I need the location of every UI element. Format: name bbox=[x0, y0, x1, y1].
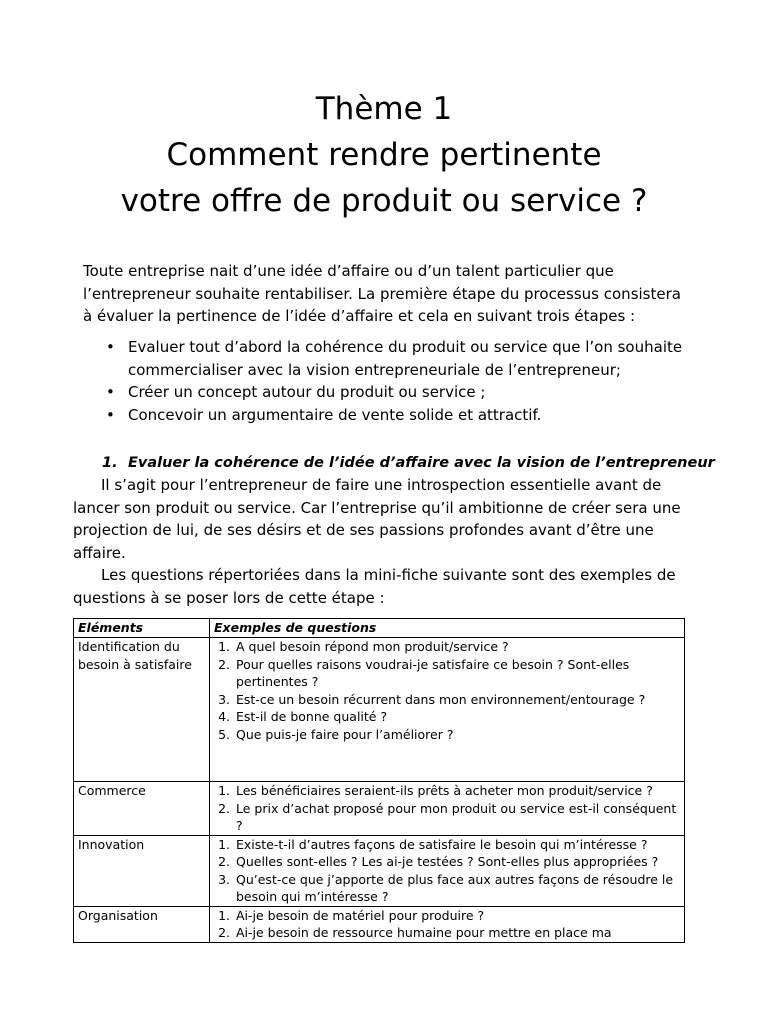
section-paragraph-2: Les questions répertoriées dans la mini-fiche suivante sont des exemples de questions à se poser lors de cette étape : bbox=[73, 566, 676, 607]
question-item: 2. Quelles sont-elles ? Les ai-je testées ? Sont-elles plus appropriées ? bbox=[234, 853, 680, 871]
question-item: 1. A quel besoin répond mon produit/service ? bbox=[234, 638, 680, 656]
question-item: 5. Que puis-je faire pour l’améliorer ? bbox=[234, 726, 680, 744]
table-cell-questions bbox=[210, 906, 685, 942]
section-number: 1. bbox=[102, 455, 118, 471]
document-title bbox=[0, 86, 768, 224]
section-body bbox=[73, 474, 693, 609]
question-item: 1. Ai-je besoin de matériel pour produire ? bbox=[234, 907, 680, 925]
table-cell-element: Commerce bbox=[74, 782, 210, 836]
question-item: 1. Les bénéficiaires seraient-ils prêts à acheter mon produit/service ? bbox=[234, 782, 680, 800]
bullet-icon: • bbox=[106, 383, 115, 401]
section-heading bbox=[102, 452, 715, 474]
table-cell-questions bbox=[210, 782, 685, 836]
table-cell-element: Identification du besoin à satisfaire bbox=[74, 638, 210, 782]
intro-block bbox=[83, 260, 693, 328]
bullet-item: • Créer un concept autour du produit ou service ; bbox=[106, 381, 696, 404]
question-item: 4. Est-il de bonne qualité ? bbox=[234, 708, 680, 726]
table-row bbox=[74, 638, 685, 782]
steps-bullet-list bbox=[106, 336, 696, 426]
question-item: 3. Est-ce un besoin récurrent dans mon environnement/entourage ? bbox=[234, 691, 680, 709]
table-row bbox=[74, 782, 685, 836]
table-cell-questions bbox=[210, 638, 685, 782]
question-item: 2. Pour quelles raisons voudrai-je satisfaire ce besoin ? Sont-elles pertinentes ? bbox=[234, 656, 680, 691]
intro-paragraph: Toute entreprise nait d’une idée d’affaire ou d’un talent particulier que l’entrepreneur souhaite rentabiliser. La première étape du processus consistera à évaluer la pertinence de l’idée d’affaire et cela en suivant trois étapes : bbox=[83, 262, 681, 325]
bullet-icon: • bbox=[106, 338, 115, 356]
title-line-1: Thème 1 bbox=[315, 91, 453, 127]
bullet-icon: • bbox=[106, 405, 115, 424]
table-header-questions: Exemples de questions bbox=[210, 619, 685, 638]
question-item: 2. Ai-je besoin de ressource humaine pour mettre en place ma bbox=[234, 924, 680, 942]
title-line-3: votre offre de produit ou service ? bbox=[120, 183, 648, 219]
title-line-2: Comment rendre pertinente bbox=[166, 137, 602, 173]
questions-table bbox=[73, 618, 685, 943]
table-cell-questions bbox=[210, 835, 685, 906]
table-row bbox=[74, 835, 685, 906]
table-cell-element: Organisation bbox=[74, 906, 210, 942]
table-cell-element: Innovation bbox=[74, 835, 210, 906]
section-heading-text: Evaluer la cohérence de l’idée d’affaire avec la vision de l’entrepreneur bbox=[128, 455, 715, 471]
question-item: 2. Le prix d’achat proposé pour mon produit ou service est-il conséquent ? bbox=[234, 800, 680, 835]
bullet-item: • Evaluer tout d’abord la cohérence du produit ou service que l’on souhaite commercialiser avec la vision entrepreneuriale de l’entrepreneur; bbox=[106, 338, 683, 379]
bullet-item: • Concevoir un argumentaire de vente solide et attractif. bbox=[106, 404, 696, 427]
question-item: 3. Qu’est-ce que j’apporte de plus face aux autres façons de résoudre le besoin qui m’intéresse ? bbox=[234, 871, 680, 906]
table-row bbox=[74, 906, 685, 942]
table-header-row bbox=[74, 619, 685, 638]
section-paragraph-1: Il s’agit pour l’entrepreneur de faire une introspection essentielle avant de lancer son produit ou service. Car l’entreprise qu’il ambitionne de créer sera une projection de lui, de ses désirs et de ses passions profondes avant d’être une affaire. bbox=[73, 476, 681, 562]
table-header-elements: Eléments bbox=[74, 619, 210, 638]
question-item: 1. Existe-t-il d’autres façons de satisfaire le besoin qui m’intéresse ? bbox=[234, 836, 680, 854]
